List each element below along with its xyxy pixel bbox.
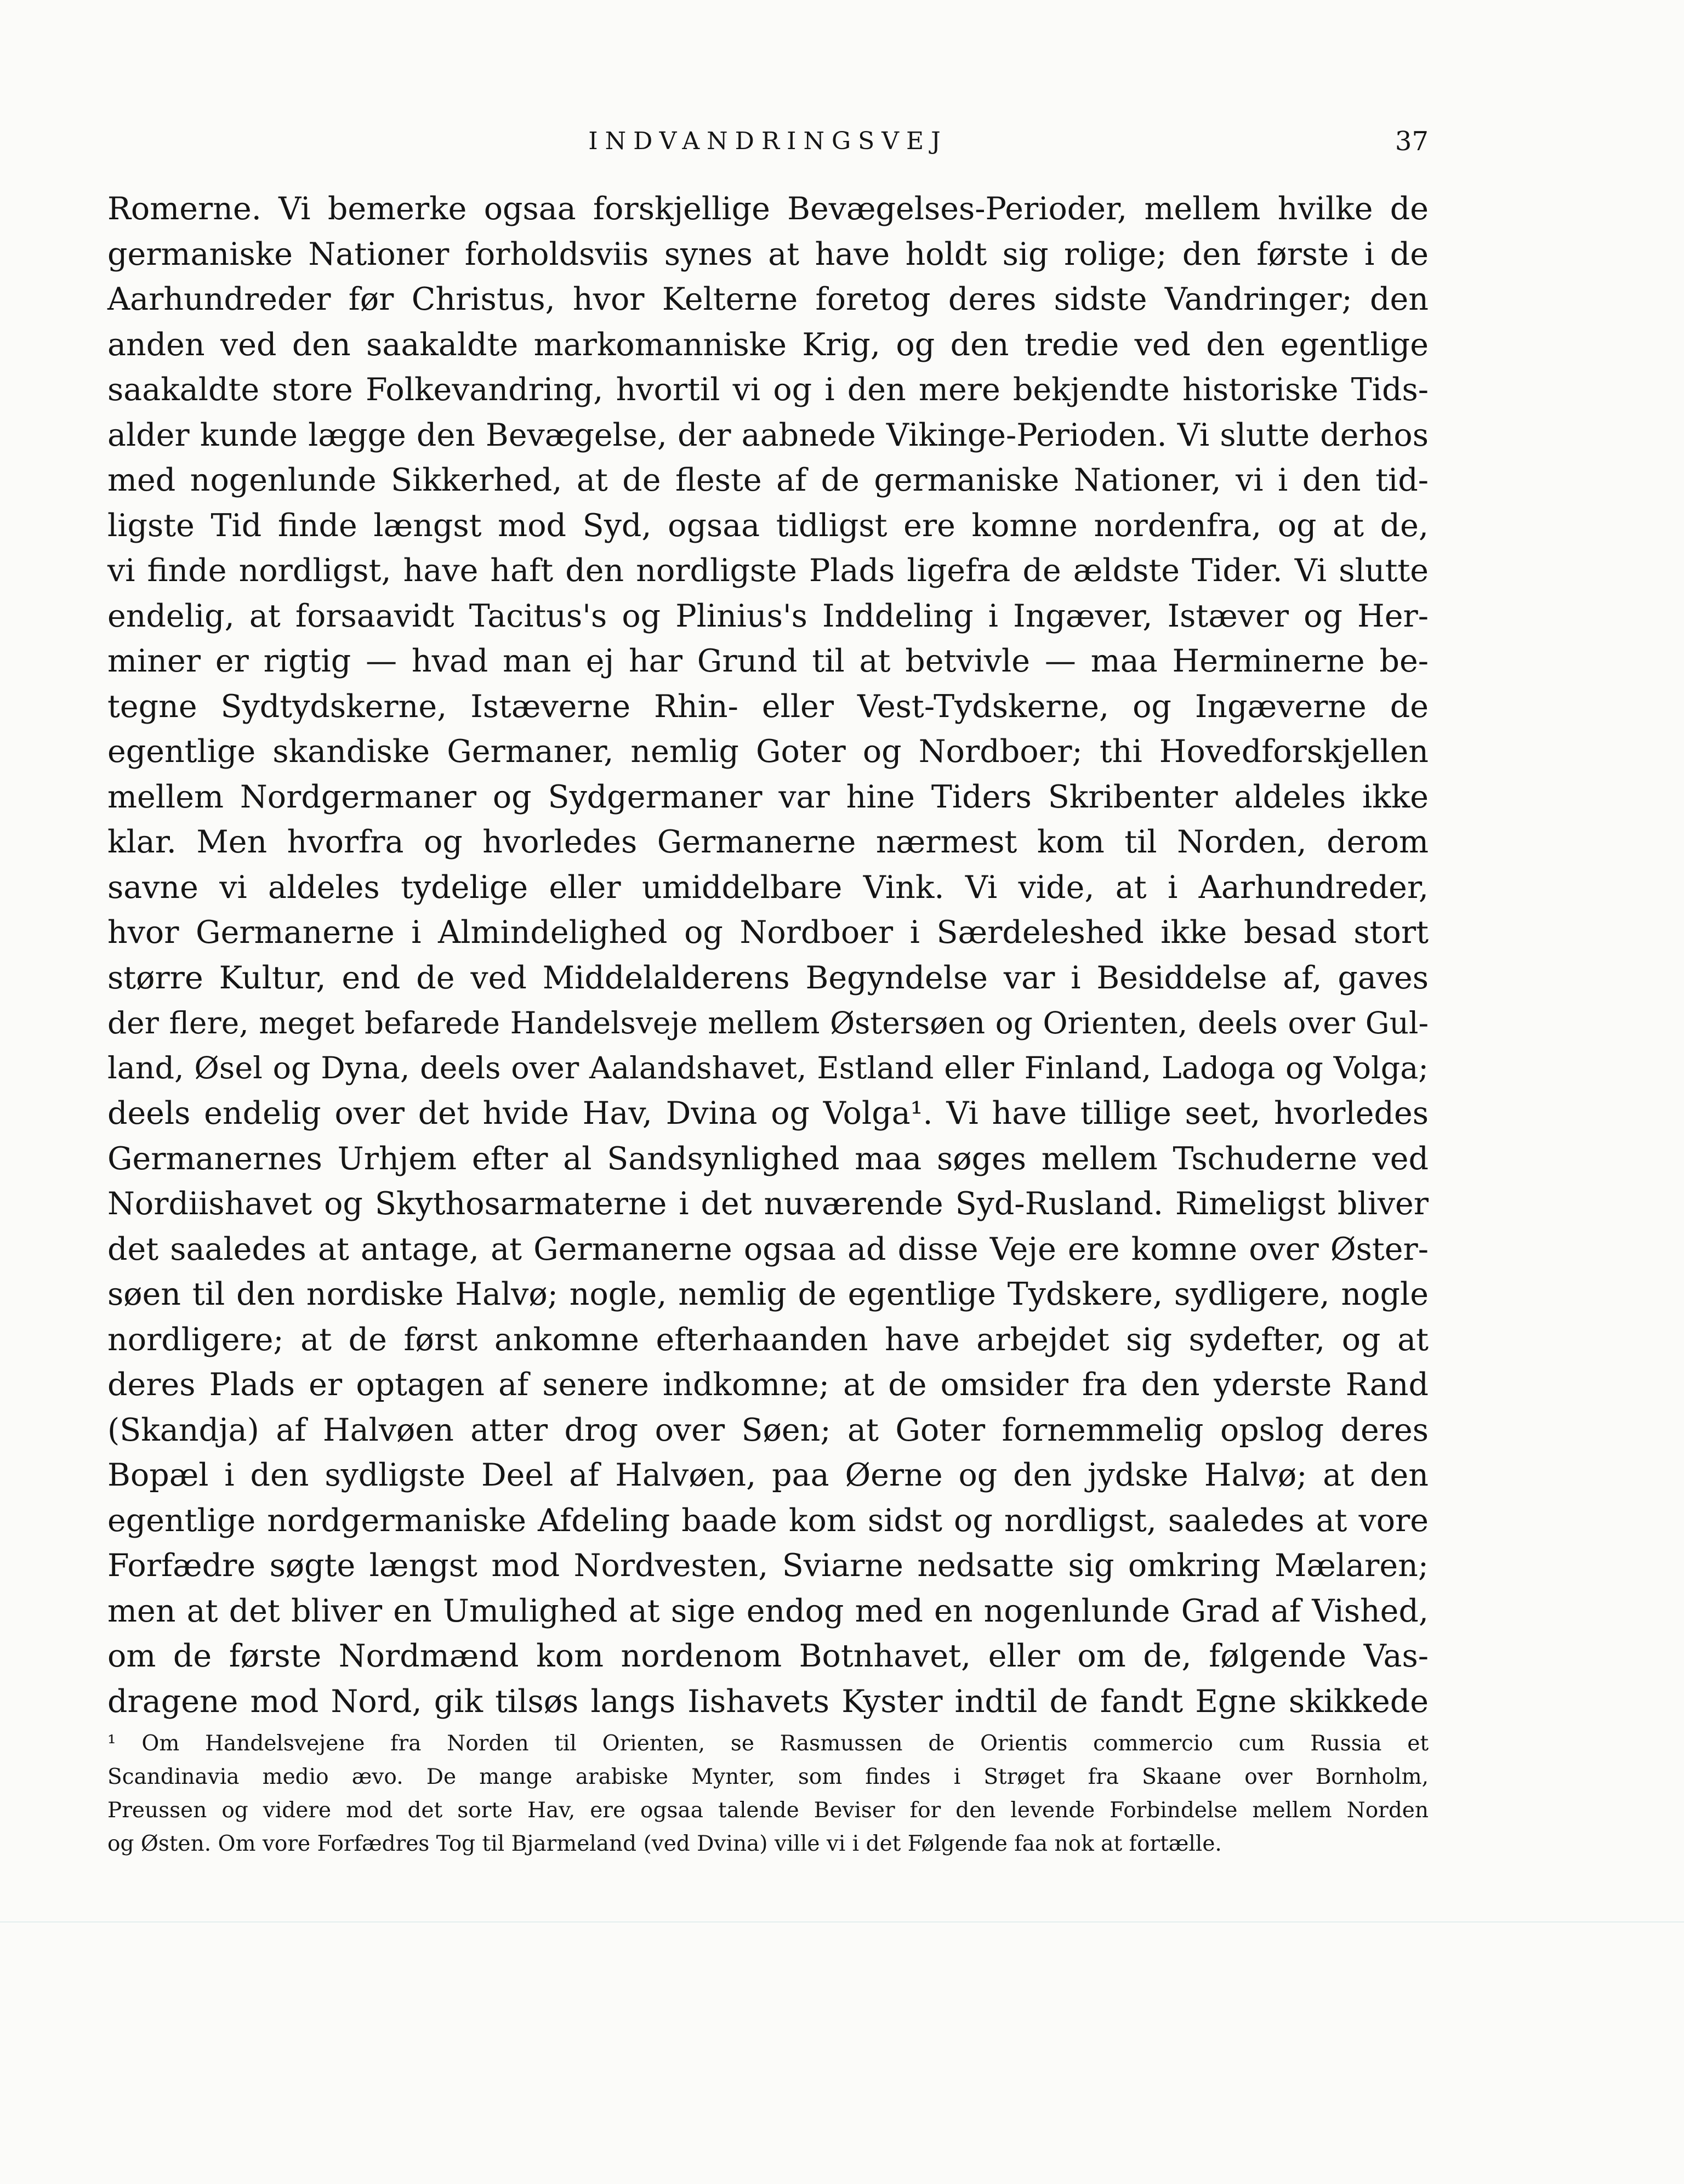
body-line-9: vi finde nordligst, have haft den nordligste Plads ligefra de ældste Tider. Vi slutte [107, 553, 1429, 589]
footnote-line-1: ¹ Om Handelsvejene fra Norden til Orienten, se Rasmussen de Orientis commercio cum Russia et [107, 1731, 1429, 1756]
body-line-15: klar. Men hvorfra og hvorledes Germanerne nærmest kom til Norden, derom [107, 824, 1429, 860]
running-title: INDVANDRINGSVEJ [588, 127, 948, 155]
body-line-16: savne vi aldeles tydelige eller umiddelbare Vink. Vi vide, at i Aarhundreder, [107, 869, 1429, 906]
body-line-5: saakaldte store Folkevandring, hvortil vi og i den mere bekjendte historiske Tids- [107, 372, 1429, 408]
body-line-14: mellem Nordgermaner og Sydgermaner var hine Tiders Skribenter aldeles ikke [107, 778, 1429, 815]
body-line-4: anden ved den saakaldte markomanniske Krig, og den tredie ved den egentlige [107, 326, 1429, 363]
footnote-line-4: og Østen. Om vore Forfædres Tog til Bjarmeland (ved Dvina) ville vi i det Følgende faa nok at fortælle. [107, 1832, 1222, 1856]
body-line-22: Germanernes Urhjem efter al Sandsynlighed maa søges mellem Tschuderne ved [107, 1140, 1429, 1177]
body-line-13: egentlige skandiske Germaner, nemlig Goter og Nordboer; thi Hovedforskjellen [107, 733, 1429, 770]
body-line-20: land, Øsel og Dyna, deels over Aalandshavet, Estland eller Finland, Ladoga og Volga; [107, 1050, 1429, 1086]
body-text [107, 186, 1429, 1724]
body-line-1: Romerne. Vi bemerke ogsaa forskjellige Bevægelses-Perioder, mellem hvilke de [107, 191, 1429, 227]
body-line-27: deres Plads er optagen af senere indkomne; at de omsider fra den yderste Rand [107, 1367, 1429, 1403]
body-line-19: der flere, meget befarede Handelsveje mellem Østersøen og Orienten, deels over Gul- [107, 1005, 1429, 1040]
body-line-12: tegne Sydtydskerne, Istæverne Rhin- eller Vest-Tydskerne, og Ingæverne de [107, 688, 1429, 725]
body-line-25: søen til den nordiske Halvø; nogle, nemlig de egentlige Tydskere, sydligere, nogle [107, 1276, 1429, 1312]
body-line-32: men at det bliver en Umulighed at sige endog med en nogenlunde Grad af Vished, [107, 1593, 1429, 1629]
body-line-2: germaniske Nationer forholdsviis synes at have holdt sig rolige; den første i de [107, 236, 1429, 272]
running-head [107, 120, 1429, 163]
body-line-29: Bopæl i den sydligste Deel af Halvøen, paa Øerne og den jydske Halvø; at den [107, 1457, 1429, 1493]
body-line-30: egentlige nordgermaniske Afdeling baade kom sidst og nordligst, saaledes at vore [107, 1502, 1429, 1539]
footnote-line-3: Preussen og videre mod det sorte Hav, ere ogsaa talende Beviser for den levende Forbindelse mellem Norden [107, 1798, 1429, 1823]
faint-scan-line [0, 1921, 1684, 1923]
body-line-3: Aarhundreder før Christus, hvor Kelterne foretog deres sidste Vandringer; den [107, 281, 1429, 317]
body-line-33: om de første Nordmænd kom nordenom Botnhavet, eller om de, følgende Vas- [107, 1638, 1429, 1674]
body-line-10: endelig, at forsaavidt Tacitus's og Plinius's Inddeling i Ingæver, Istæver og Her- [107, 598, 1429, 634]
body-line-6: alder kunde lægge den Bevægelse, der aabnede Vikinge-Perioden. Vi slutte derhos [107, 417, 1429, 453]
body-line-23: Nordiishavet og Skythosarmaterne i det nuværende Syd-Rusland. Rimeligst bliver [107, 1186, 1429, 1222]
body-line-24: det saaledes at antage, at Germanerne ogsaa ad disse Veje ere komne over Øster- [107, 1231, 1429, 1267]
body-line-21: deels endelig over det hvide Hav, Dvina og Volga¹. Vi have tillige seet, hvorledes [107, 1095, 1429, 1131]
body-line-34: dragene mod Nord, gik tilsøs langs Iishavets Kyster indtil de fandt Egne skikkede [107, 1683, 1429, 1720]
footnote-line-2: Scandinavia medio ævo. De mange arabiske Mynter, som findes i Strøget fra Skaane over Bornholm, [107, 1765, 1429, 1789]
body-line-8: ligste Tid finde længst mod Syd, ogsaa tidligst ere komne nordenfra, og at de, [107, 507, 1429, 544]
footnotes [107, 1727, 1429, 1861]
body-line-7: med nogenlunde Sikkerhed, at de fleste af de germaniske Nationer, vi i den tid- [107, 462, 1429, 498]
body-line-31: Forfædre søgte længst mod Nordvesten, Sviarne nedsatte sig omkring Mælaren; [107, 1548, 1429, 1584]
body-line-17: hvor Germanerne i Almindelighed og Nordboer i Særdeleshed ikke besad stort [107, 914, 1429, 951]
body-line-18: større Kultur, end de ved Middelalderens Begyndelse var i Besiddelse af, gaves [107, 959, 1429, 996]
body-line-11: miner er rigtig — hvad man ej har Grund til at betvivle — maa Herminerne be- [107, 643, 1429, 679]
body-line-26: nordligere; at de først ankomne efterhaanden have arbejdet sig sydefter, og at [107, 1321, 1429, 1358]
page-number: 37 [1395, 126, 1429, 157]
body-line-28: (Skandja) af Halvøen atter drog over Søen; at Goter fornemmelig opslog deres [107, 1412, 1429, 1448]
